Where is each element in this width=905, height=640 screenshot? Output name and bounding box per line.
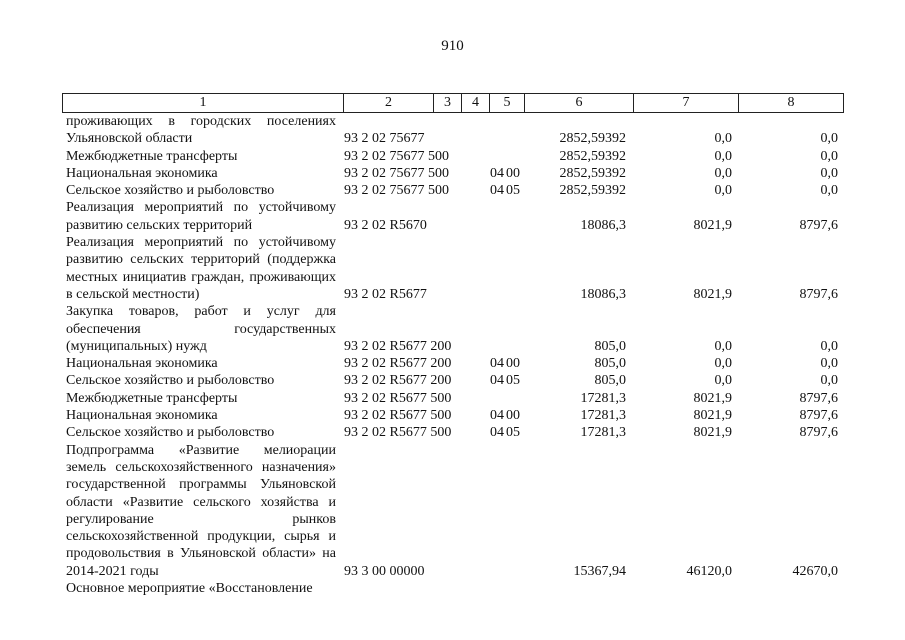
table-row — [0, 355, 905, 372]
row-value-7: 0,0 — [714, 131, 732, 147]
table-row — [0, 148, 905, 165]
header-col-6: 6 — [575, 95, 583, 110]
row-name: Национальная экономика — [66, 356, 218, 372]
row-value-8: 0,0 — [820, 356, 838, 372]
row-value-8: 8797,6 — [799, 217, 838, 233]
row-subsection — [499, 130, 527, 147]
row-name: Закупка товаров, работ и услуг для обеспечения государственных (муниципальных) нужд — [66, 304, 336, 354]
row-value-8: 8797,6 — [799, 408, 838, 424]
row-value-6: 2852,59392 — [559, 165, 626, 181]
row-value-7: 0,0 — [714, 338, 732, 354]
row-subsection: 05 — [506, 425, 520, 441]
row-section: 04 — [490, 165, 504, 181]
row-subsection — [499, 148, 527, 165]
table-row — [0, 165, 905, 182]
table-row — [0, 234, 905, 303]
row-subsection — [499, 217, 527, 234]
table-body — [0, 113, 905, 597]
row-name: Межбюджетные трансферты — [66, 390, 238, 406]
row-subsection — [499, 338, 527, 355]
row-name: Реализация мероприятий по устойчивому развитию сельских территорий (поддержка местных инициатив граждан, проживающих в сельской местности) — [66, 235, 336, 302]
row-section: 04 — [490, 183, 504, 199]
table-row — [0, 390, 905, 407]
row-value-8: 8797,6 — [799, 390, 838, 406]
table-row — [0, 199, 905, 234]
row-value-7: 8021,9 — [693, 425, 732, 441]
row-value-6: 18086,3 — [580, 217, 626, 233]
row-value-8: 0,0 — [820, 131, 838, 147]
row-name: Сельское хозяйство и рыболовство — [66, 183, 275, 199]
page-number: 910 — [441, 38, 464, 54]
row-subsection — [499, 286, 527, 303]
row-code: 93 2 02 R5677 200 — [344, 338, 452, 354]
header-col-4: 4 — [472, 95, 479, 110]
row-value-7: 0,0 — [714, 165, 732, 181]
row-subsection — [499, 390, 527, 407]
row-value-7: 0,0 — [714, 183, 732, 199]
row-value-6: 805,0 — [594, 356, 626, 372]
row-section: 04 — [490, 373, 504, 389]
row-value-7: 8021,9 — [693, 286, 732, 302]
row-value-7: 8021,9 — [693, 217, 732, 233]
header-col-7: 7 — [682, 95, 690, 110]
row-name: Подпрограмма «Развитие мелиорации земель сельскохозяйственного назначения» государственной программы Ульяновской области «Развитие сельского хозяйства и регулирование рынков сельскохозяйственной продукции, сырья и продовольствия в Ульяновской области» на 2014-2021 годы — [66, 442, 336, 579]
row-value-8: 0,0 — [820, 183, 838, 199]
row-value-8: 8797,6 — [799, 286, 838, 302]
row-section: 04 — [490, 425, 504, 441]
row-value-6: 15367,94 — [573, 563, 626, 579]
row-code: 93 2 02 75677 500 — [344, 148, 449, 164]
table-row — [0, 303, 905, 355]
row-value-6: 805,0 — [594, 373, 626, 389]
row-name: Сельское хозяйство и рыболовство — [66, 425, 275, 441]
row-name: проживающих в городских поселениях Ульяновской области — [66, 114, 336, 147]
row-value-6: 17281,3 — [580, 408, 626, 424]
header-col-3: 3 — [444, 95, 451, 110]
row-section: 04 — [490, 356, 504, 372]
row-code: 93 2 02 R5677 200 — [344, 356, 452, 372]
row-value-7: 8021,9 — [693, 390, 732, 406]
row-value-6: 2852,59392 — [559, 148, 626, 164]
row-subsection: 00 — [506, 408, 520, 424]
row-subsection: 05 — [506, 183, 520, 199]
row-value-6: 17281,3 — [580, 390, 626, 406]
row-value-7: 46120,0 — [686, 563, 732, 579]
row-value-6: 17281,3 — [580, 425, 626, 441]
table-row — [0, 182, 905, 199]
row-code: 93 2 02 75677 500 — [344, 165, 449, 181]
row-name: Национальная экономика — [66, 408, 218, 424]
row-code: 93 2 02 R5677 500 — [344, 408, 452, 424]
header-col-8: 8 — [787, 95, 795, 110]
row-code: 93 2 02 R5677 — [344, 286, 427, 302]
table-row — [0, 113, 905, 148]
header-col-5: 5 — [503, 95, 511, 110]
row-value-8: 8797,6 — [799, 425, 838, 441]
row-value-8: 0,0 — [820, 373, 838, 389]
row-name: Межбюджетные трансферты — [66, 148, 238, 164]
row-code: 93 2 02 75677 — [344, 131, 425, 147]
row-code: 93 2 02 R5677 200 — [344, 373, 452, 389]
row-subsection — [499, 563, 527, 580]
row-code: 93 2 02 R5677 500 — [344, 390, 452, 406]
header-col-1: 1 — [199, 95, 207, 110]
row-code: 93 2 02 R5677 500 — [344, 425, 452, 441]
header-col-2: 2 — [385, 95, 392, 110]
row-value-7: 8021,9 — [693, 408, 732, 424]
table-row — [0, 407, 905, 424]
row-code: 93 3 00 00000 — [344, 563, 425, 579]
row-value-8: 42670,0 — [792, 563, 838, 579]
table-row — [0, 580, 905, 597]
row-section: 04 — [490, 408, 504, 424]
row-subsection: 00 — [506, 165, 520, 181]
row-value-6: 805,0 — [594, 338, 626, 354]
row-value-6: 2852,59392 — [559, 131, 626, 147]
row-name: Национальная экономика — [66, 165, 218, 181]
table-row — [0, 442, 905, 580]
row-value-7: 0,0 — [714, 373, 732, 389]
table-row — [0, 424, 905, 441]
row-subsection: 05 — [506, 373, 520, 389]
row-name: Реализация мероприятий по устойчивому развитию сельских территорий — [66, 200, 336, 233]
row-value-8: 0,0 — [820, 165, 838, 181]
row-name: Основное мероприятие «Восстановление — [66, 581, 313, 597]
row-value-8: 0,0 — [820, 148, 838, 164]
row-value-8: 0,0 — [820, 338, 838, 354]
row-code: 93 2 02 R5670 — [344, 217, 427, 233]
row-name: Сельское хозяйство и рыболовство — [66, 373, 275, 389]
row-value-6: 2852,59392 — [559, 183, 626, 199]
row-value-7: 0,0 — [714, 148, 732, 164]
row-subsection: 00 — [506, 356, 520, 372]
row-code: 93 2 02 75677 500 — [344, 183, 449, 199]
row-value-6: 18086,3 — [580, 286, 626, 302]
table-row — [0, 372, 905, 389]
row-value-7: 0,0 — [714, 356, 732, 372]
table-header — [62, 93, 844, 113]
row-subsection — [499, 580, 527, 597]
